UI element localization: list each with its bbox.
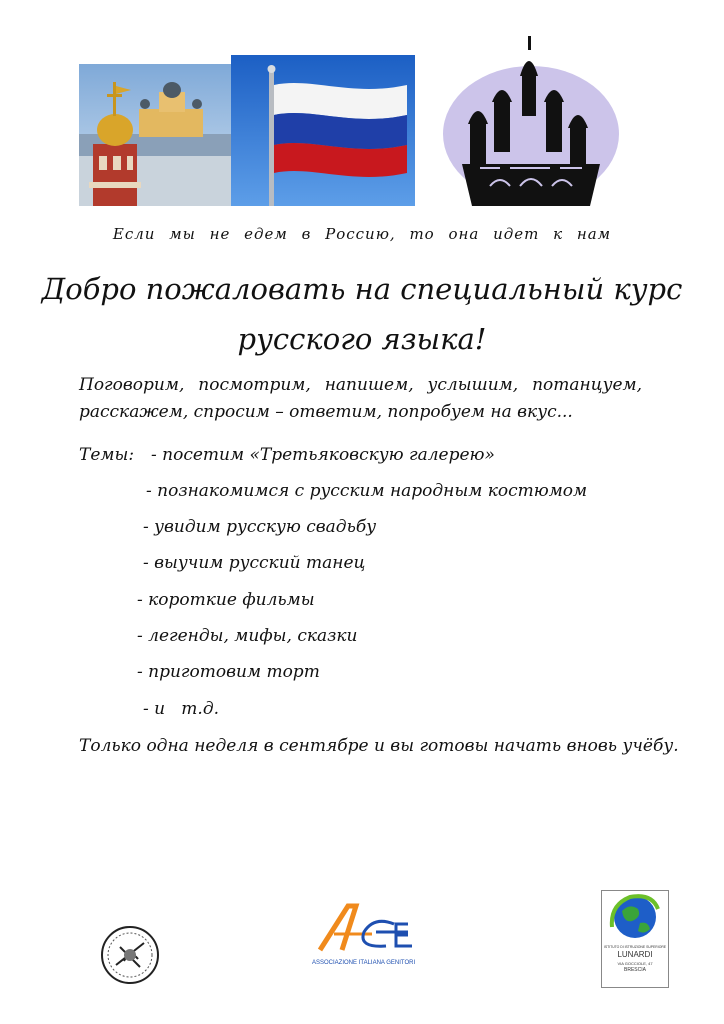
age-caption: ASSOCIAZIONE ITALIANA GENITORI	[312, 960, 416, 966]
topic-item: - приготовим торт	[137, 662, 320, 682]
russian-flag-photo	[231, 55, 415, 206]
lunardi-line1: ISTITUTO DI ISTRUZIONE SUPERIORE	[603, 945, 667, 949]
title-line-1: Добро пожаловать на специальный курс	[41, 272, 683, 306]
topic-item: - познакомимся с русским народным костюмом	[146, 481, 588, 501]
lunardi-city: BRESCIA	[624, 967, 646, 973]
topic-item: - и т.д.	[143, 699, 220, 719]
topic-item: - короткие фильмы	[137, 590, 315, 610]
st-basils-cathedral-drawing	[440, 36, 622, 208]
topic-item: - посетим «Третьяковскую галерею»	[151, 445, 495, 465]
topic-item: - выучим русский танец	[143, 553, 366, 573]
closing-sentence: Только одна неделя в сентябре и вы готовы начать вновь учёбу.	[79, 736, 679, 756]
topic-item: - увидим русскую свадьбу	[143, 517, 377, 537]
intro-paragraph: Поговорим, посмотрим, напишем, услышим, потанцуем, расскажем, спросим – ответим, попробуем на вкус...	[79, 375, 642, 422]
school-seal-logo	[100, 925, 160, 985]
topic-item: - легенды, мифы, сказки	[137, 626, 358, 646]
tagline: Если мы не едем в Россию, то она идет к нам	[112, 225, 612, 243]
nizhny-novgorod-photo	[79, 64, 231, 206]
title-line-2: русского языка!	[237, 322, 487, 356]
age-association-logo	[312, 902, 422, 970]
lunardi-name: LUNARDI	[617, 950, 653, 959]
lunardi-school-logo	[601, 890, 669, 988]
age-logo-mark	[312, 902, 422, 954]
topics-label: Темы:	[79, 445, 135, 465]
lunardi-street: VIA GOCCIOLE, 47	[617, 961, 653, 966]
